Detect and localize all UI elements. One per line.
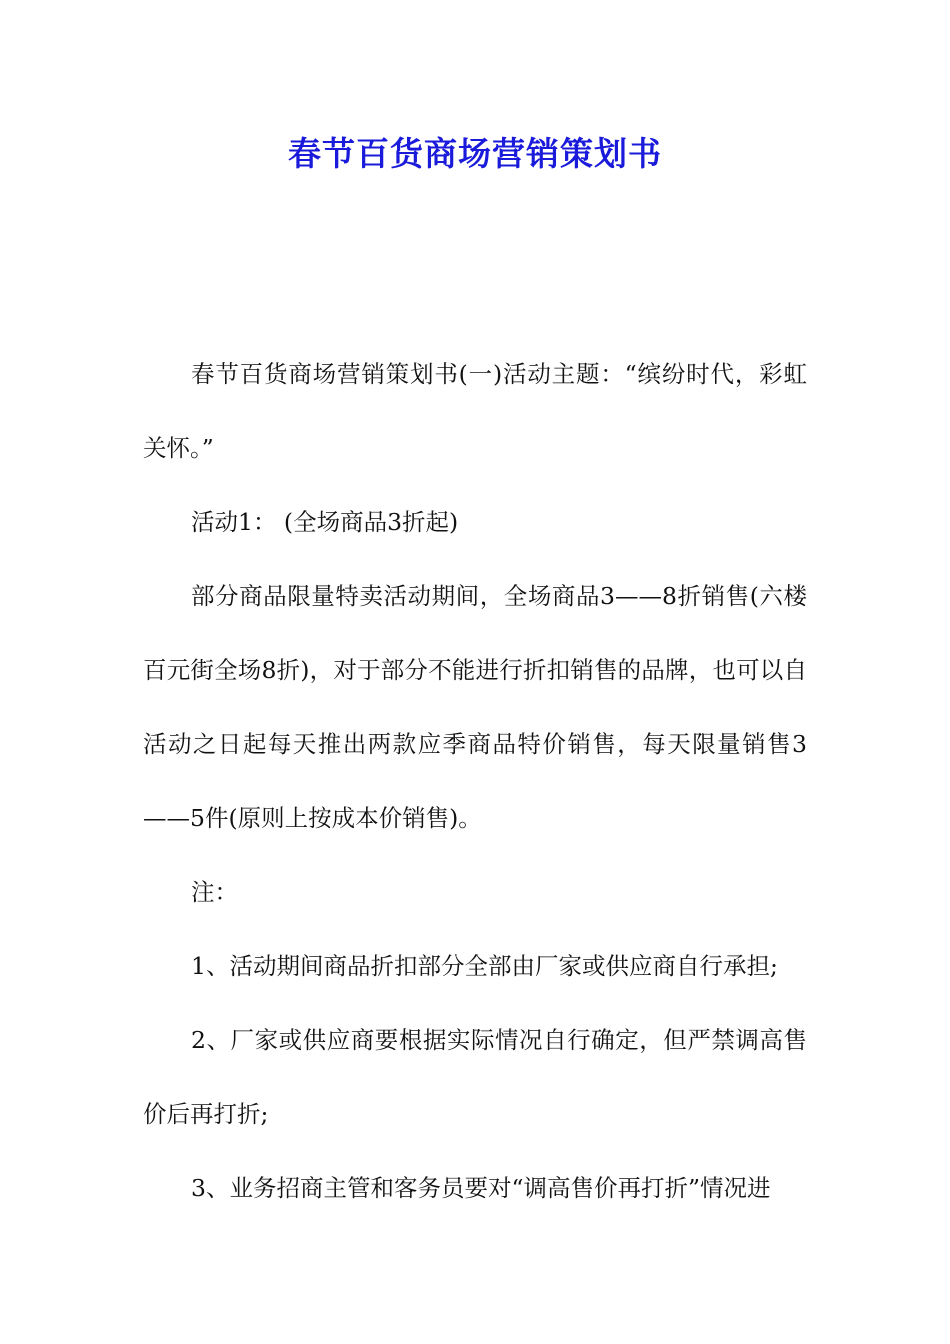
- paragraph-activity-1: 活动1： (全场商品3折起): [191, 508, 459, 536]
- paragraph-note-heading: 注：: [191, 878, 238, 906]
- document-title: 春节百货商场营销策划书: [288, 134, 662, 173]
- paragraph-theme: 春节百货商场营销策划书(一)活动主题：“缤纷时代，彩虹关怀。”: [143, 360, 807, 462]
- document-body: [143, 337, 807, 1225]
- paragraph-note-3: 3、业务招商主管和客务员要对“调高售价再打折”情况进: [191, 1174, 771, 1202]
- paragraph-note-1: 1、活动期间商品折扣部分全部由厂家或供应商自行承担;: [191, 952, 778, 980]
- paragraph-note-2: 2、厂家或供应商要根据实际情况自行确定，但严禁调高售价后再打折;: [143, 1026, 807, 1128]
- paragraph-limited-sale: 部分商品限量特卖活动期间，全场商品3——8折销售(六楼百元街全场8折)，对于部分不能进行折扣销售的品牌，也可以自活动之日起每天推出两款应季商品特价销售，每天限量销售3——5件(原则上按成本价销售)。: [143, 582, 807, 832]
